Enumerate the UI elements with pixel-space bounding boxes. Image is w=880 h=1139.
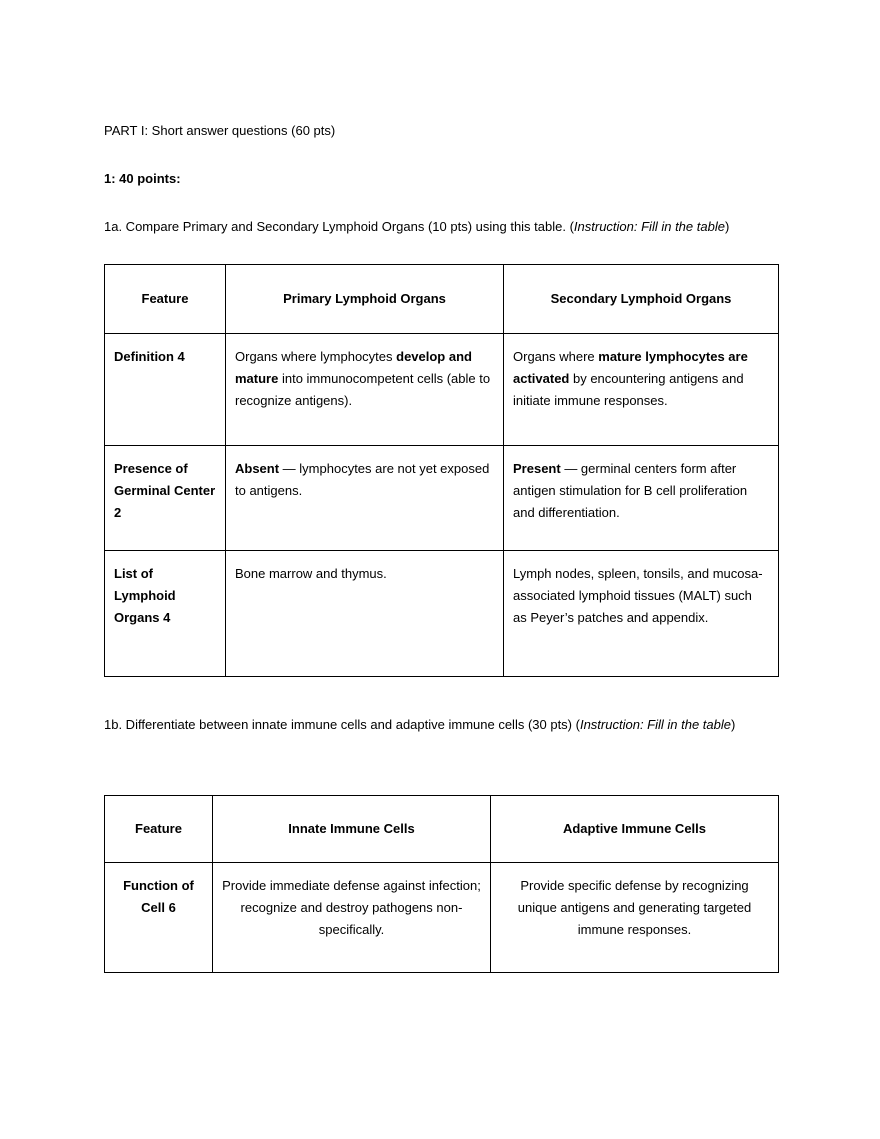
table-row <box>105 334 779 446</box>
row-label: Definition 4 <box>105 334 226 446</box>
question-1a-text: 1a. Compare Primary and Secondary Lymphoid Organs (10 pts) using this table. ( <box>104 219 574 234</box>
column-header-feature: Feature <box>105 265 226 334</box>
question-1b-text: 1b. Differentiate between innate immune cells and adaptive immune cells (30 pts) ( <box>104 717 580 732</box>
row-label: Function of Cell 6 <box>105 863 213 973</box>
column-header-secondary: Secondary Lymphoid Organs <box>504 265 779 334</box>
spacer <box>104 238 778 264</box>
cell-innate: Provide immediate defense against infection; recognize and destroy pathogens non-specifically. <box>213 863 491 973</box>
spacer <box>104 677 778 714</box>
cell-primary: Absent — lymphocytes are not yet exposed to antigens. <box>226 446 504 551</box>
column-header-feature: Feature <box>105 796 213 863</box>
row-label: List of Lymphoid Organs 4 <box>105 551 226 677</box>
document-content <box>104 120 778 973</box>
immune-cells-table <box>104 795 779 973</box>
cell-secondary: Organs where mature lymphocytes are activated by encountering antigens and initiate immune responses. <box>504 334 779 446</box>
question-1a-prompt <box>104 216 778 238</box>
table-row <box>105 446 779 551</box>
question-1b-prompt <box>104 714 778 736</box>
table-row <box>105 863 779 973</box>
cell-primary: Organs where lymphocytes develop and mature into immunocompetent cells (able to recognize antigens). <box>226 334 504 446</box>
question-heading: 1: 40 points: <box>104 171 181 186</box>
spacer <box>104 190 778 216</box>
cell-secondary: Lymph nodes, spleen, tonsils, and mucosa-associated lymphoid tissues (MALT) such as Peyer’s patches and appendix. <box>504 551 779 677</box>
cell-secondary: Present — germinal centers form after antigen stimulation for B cell proliferation and differentiation. <box>504 446 779 551</box>
table-row <box>105 551 779 677</box>
question-1a-close: ) <box>724 219 730 234</box>
lymphoid-organs-table <box>104 264 779 677</box>
row-label: Presence of Germinal Center 2 <box>105 446 226 551</box>
spacer <box>104 736 778 795</box>
question-1b-instruction: Instruction: Fill in the table <box>579 717 731 732</box>
question-1b-close: ) <box>731 717 736 732</box>
question-1a-instruction: Instruction: Fill in the table <box>573 219 725 234</box>
table-header-row <box>105 796 779 863</box>
cell-adaptive: Provide specific defense by recognizing unique antigens and generating targeted immune responses. <box>491 863 779 973</box>
part-heading: PART I: Short answer questions (60 pts) <box>104 123 336 138</box>
cell-primary: Bone marrow and thymus. <box>226 551 504 677</box>
spacer <box>104 142 778 168</box>
column-header-adaptive: Adaptive Immune Cells <box>491 796 779 863</box>
table-header-row <box>105 265 779 334</box>
column-header-primary: Primary Lymphoid Organs <box>226 265 504 334</box>
column-header-innate: Innate Immune Cells <box>213 796 491 863</box>
